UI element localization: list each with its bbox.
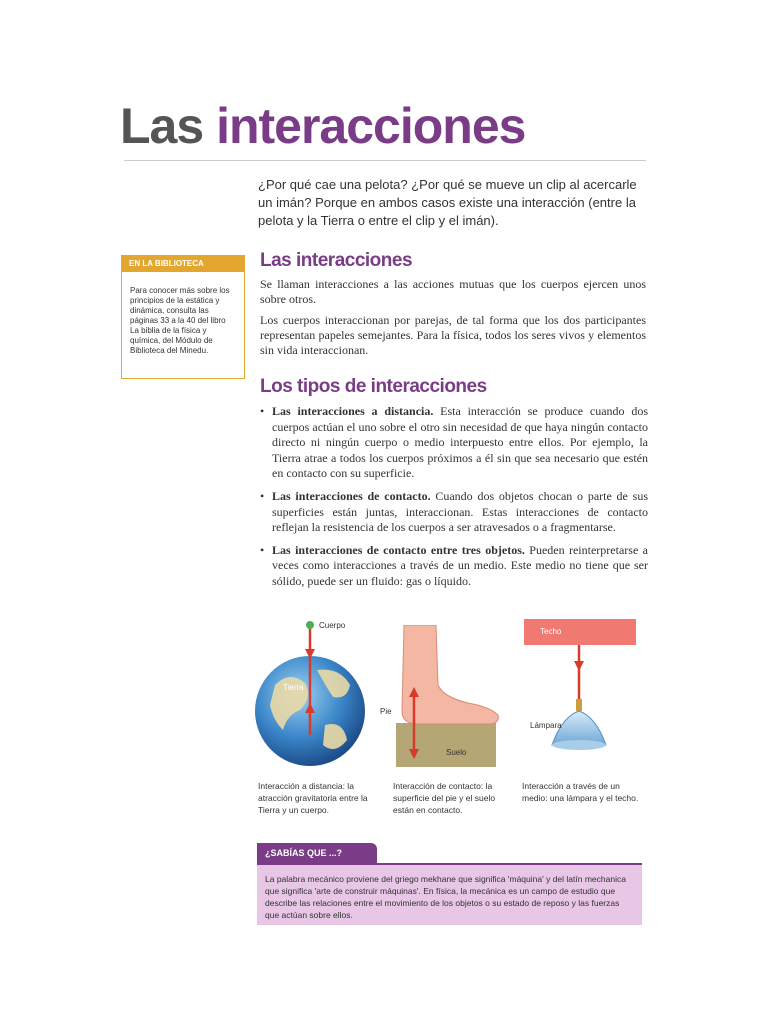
- section-heading-interacciones: Las interacciones: [260, 250, 413, 271]
- list-item-term: Las interacciones de contacto.: [272, 488, 431, 503]
- page-title: [120, 96, 525, 156]
- did-you-know-tab: ¿SABÍAS QUE ...?: [257, 843, 377, 864]
- title-part-2: interacciones: [216, 98, 526, 154]
- bullet-icon: •: [260, 404, 265, 418]
- foot-figure: [378, 625, 508, 770]
- earth-caption: Interacción a distancia: la atracción gravitatoria entre la Tierra y un cuerpo.: [258, 781, 368, 815]
- intro-paragraph: ¿Por qué cae una pelota? ¿Por qué se mueve un clip al acercarle un imán? Porque en ambos casos existe una interacción (entre la pelota y la Tierra o entre el clip y el imán).: [258, 177, 637, 228]
- list-item-text: Cuando dos objetos chocan o parte de sus superficies están juntas, interaccionan. Estas interacciones de contacto reflejan la resistencia de los cuerpos a ser atravesados o a fragmentarse.: [272, 488, 648, 535]
- lamp-socket: [576, 699, 582, 711]
- title-part-1: Las: [120, 98, 204, 154]
- lamp-figure: [522, 617, 642, 767]
- label-tierra: Tierra: [283, 683, 304, 692]
- did-you-know-box: La palabra mecánico proviene del griego mekhane que significa 'máquina' y del latín mechanica que significa 'arte de construir máquinas'. En física, la mecánica es un campo de estudio que describe las relaciones entre el movimiento de los objetos o su estado de reposo y las fuerzas que actúan sobre ellos.: [257, 865, 642, 925]
- section1-paragraph-2: Los cuerpos interaccionan por parejas, de tal forma que los dos participantes representan papeles semejantes. Para la física, todos los seres vivos y elementos sin vida interaccionan.: [260, 313, 646, 357]
- lamp-rim: [552, 740, 606, 750]
- foot-shape: [402, 625, 498, 724]
- list-item: [258, 543, 648, 590]
- body-dot: [306, 621, 314, 629]
- list-item: [258, 489, 648, 536]
- list-item: [258, 404, 648, 482]
- foot-illustration: [378, 625, 508, 770]
- label-techo: Techo: [540, 627, 562, 636]
- bullet-icon: •: [260, 542, 265, 557]
- list-item-text: Esta interacción se produce cuando dos cuerpos actúan el uno sobre el otro sin necesidad de que haya ningún contacto directo ni ningún cuerpo o medio interpuesto entre ellos. Por ejemplo, la Tierra atrae a todos los cuerpos próximos a él sin que sea necesario que estén en contacto con su superficie.: [272, 404, 648, 481]
- title-divider: [124, 160, 646, 161]
- library-sidebar-text: Para conocer más sobre los principios de la estática y dinámica, consulta las páginas 33 a la 40 del libro La biblia de la física y química, del Módulo de Biblioteca del Minedu.: [130, 286, 230, 355]
- list-item-text: Pueden reinterpretarse a veces como interacciones a través de un medio. Este medio no tiene que ser sólido, puede ser un fluido: gas o líquido.: [272, 542, 648, 588]
- section-heading-tipos: Los tipos de interacciones: [260, 376, 487, 397]
- label-suelo: Suelo: [446, 748, 467, 757]
- bullet-icon: •: [260, 488, 265, 503]
- interaction-types-list: [258, 404, 648, 597]
- library-sidebar-heading: EN LA BIBLIOTECA: [122, 256, 244, 272]
- force-arrow-down: [574, 661, 584, 671]
- earth-figure: [255, 615, 375, 775]
- label-pie: Pie: [380, 707, 392, 716]
- section1-paragraph-1: Se llaman interacciones a las acciones mutuas que los cuerpos ejercen unos sobre otros.: [260, 277, 646, 306]
- label-cuerpo: Cuerpo: [319, 621, 346, 630]
- floor-block: [396, 723, 496, 767]
- lamp-caption: Interacción a través de un medio: una lámpara y el techo.: [522, 781, 639, 803]
- list-item-term: Las interacciones a distancia.: [272, 404, 434, 418]
- library-sidebar: [121, 255, 245, 379]
- earth-illustration: [255, 615, 375, 775]
- lamp-illustration: [522, 617, 642, 767]
- label-lampara: Lámpara: [530, 721, 562, 730]
- foot-caption: Interacción de contacto: la superficie del pie y el suelo están en contacto.: [393, 781, 496, 815]
- list-item-term: Las interacciones de contacto entre tres objetos.: [272, 542, 525, 557]
